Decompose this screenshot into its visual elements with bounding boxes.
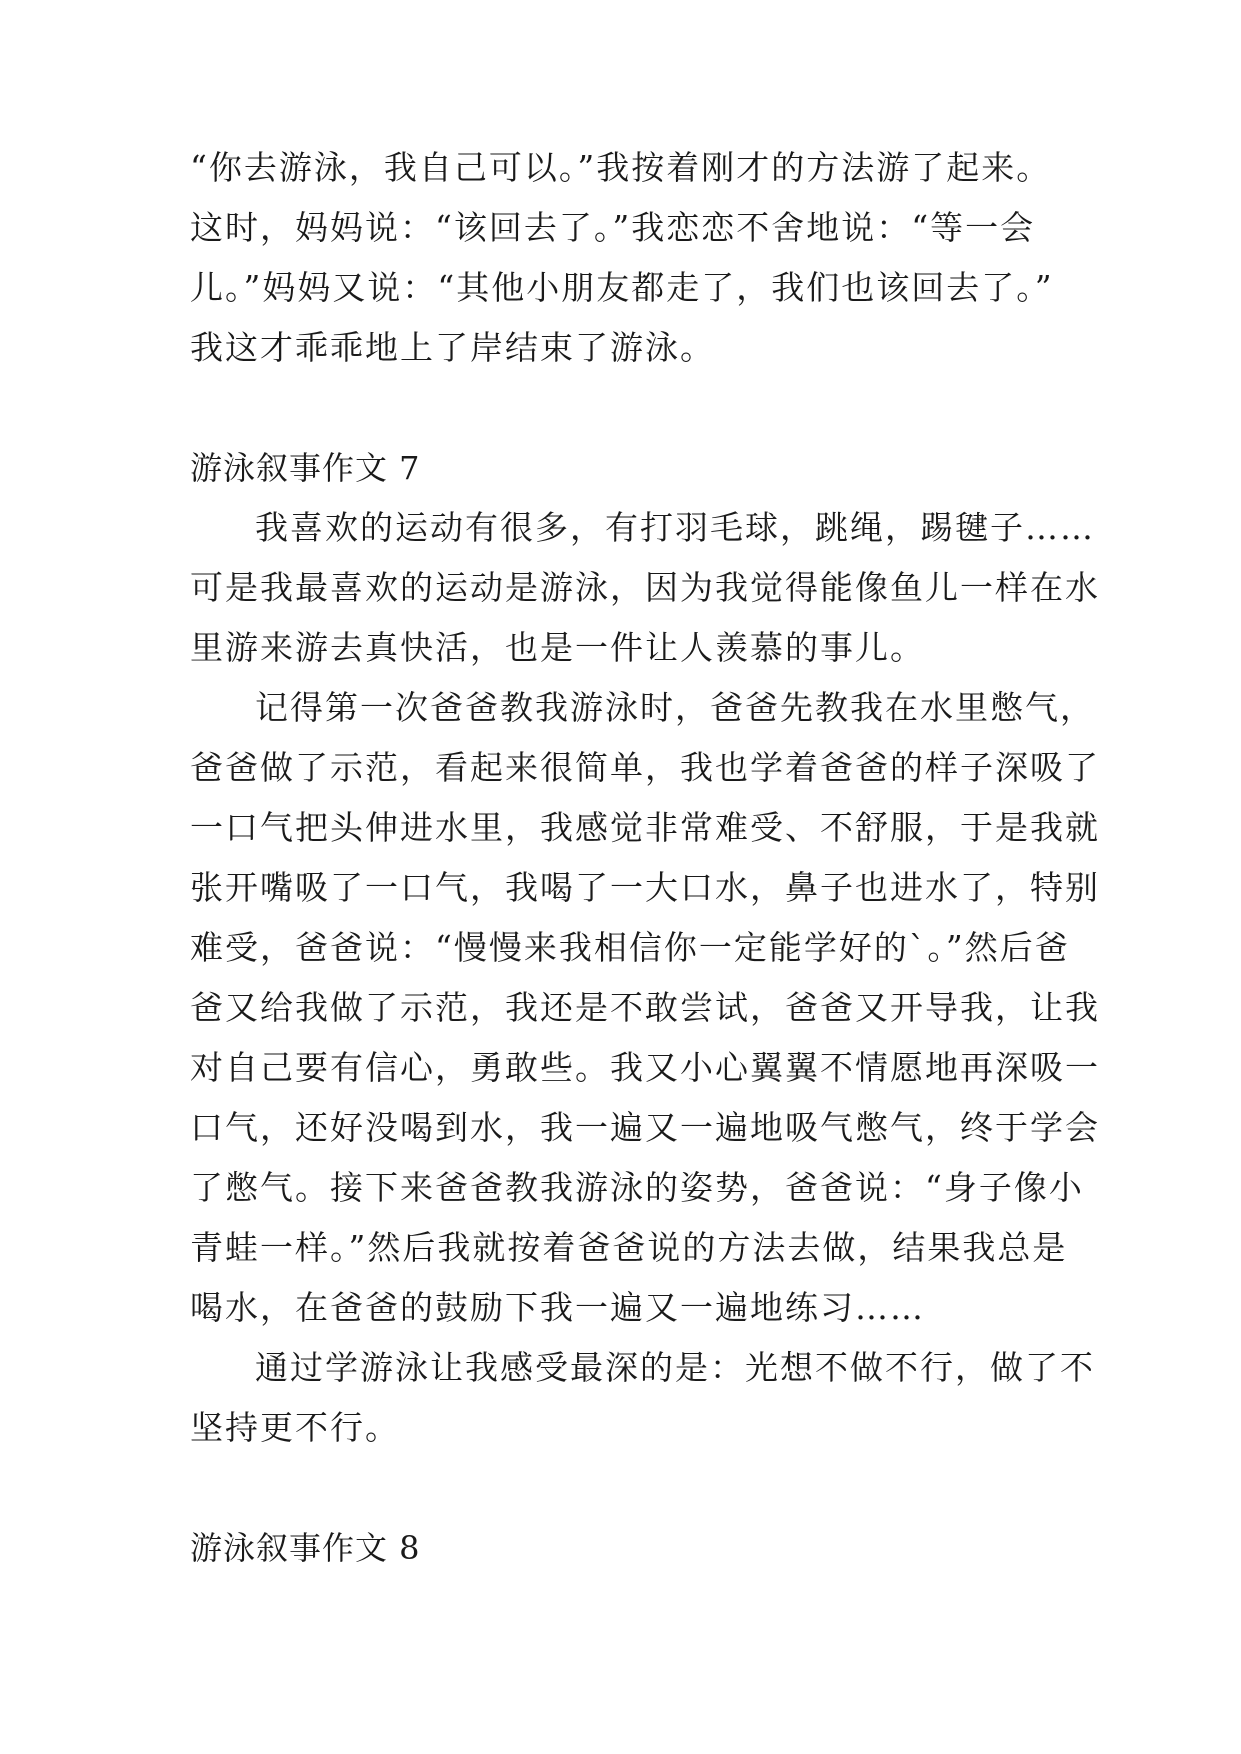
paragraph-line: 我喜欢的运动有很多，有打羽毛球，跳绳，踢毽子……	[255, 508, 1095, 547]
paragraph-line: 口气，还好没喝到水，我一遍又一遍地吸气憋气，终于学会	[190, 1108, 1100, 1147]
paragraph-line: 记得第一次爸爸教我游泳时，爸爸先教我在水里憋气，	[255, 688, 1095, 727]
paragraph-line: 喝水，在爸爸的鼓励下我一遍又一遍地练习……	[190, 1288, 925, 1327]
paragraph-line: 难受，爸爸说：“慢慢来我相信你一定能学好的`。”然后爸	[190, 928, 1070, 967]
paragraph-line: 坚持更不行。	[190, 1408, 400, 1447]
paragraph-line: 爸爸做了示范，看起来很简单，我也学着爸爸的样子深吸了	[190, 748, 1100, 787]
paragraph-line: 我这才乖乖地上了岸结束了游泳。	[190, 328, 715, 367]
paragraph-line: 儿。”妈妈又说：“其他小朋友都走了，我们也该回去了。”	[190, 268, 1054, 307]
paragraph-line: 里游来游去真快活，也是一件让人羡慕的事儿。	[190, 628, 925, 667]
paragraph-line: “你去游泳，我自己可以。”我按着刚才的方法游了起来。	[190, 148, 1052, 187]
paragraph-line: 通过学游泳让我感受最深的是：光想不做不行，做了不	[255, 1348, 1095, 1387]
paragraph-line: 对自己要有信心，勇敢些。我又小心翼翼不情愿地再深吸一	[190, 1048, 1100, 1087]
essay-heading: 游泳叙事作文 7	[190, 449, 421, 487]
essay-heading: 游泳叙事作文 8	[190, 1529, 421, 1567]
paragraph-line: 张开嘴吸了一口气，我喝了一大口水，鼻子也进水了，特别	[190, 868, 1100, 907]
paragraph-line: 一口气把头伸进水里，我感觉非常难受、不舒服，于是我就	[190, 808, 1100, 847]
paragraph-line: 这时，妈妈说：“该回去了。”我恋恋不舍地说：“等一会	[190, 208, 1036, 247]
paragraph-line: 爸又给我做了示范，我还是不敢尝试，爸爸又开导我，让我	[190, 988, 1100, 1027]
paragraph-line: 了憋气。接下来爸爸教我游泳的姿势，爸爸说：“身子像小	[190, 1168, 1084, 1207]
paragraph-line: 青蛙一样。”然后我就按着爸爸说的方法去做，结果我总是	[190, 1228, 1068, 1267]
paragraph-line: 可是我最喜欢的运动是游泳，因为我觉得能像鱼儿一样在水	[190, 568, 1100, 607]
